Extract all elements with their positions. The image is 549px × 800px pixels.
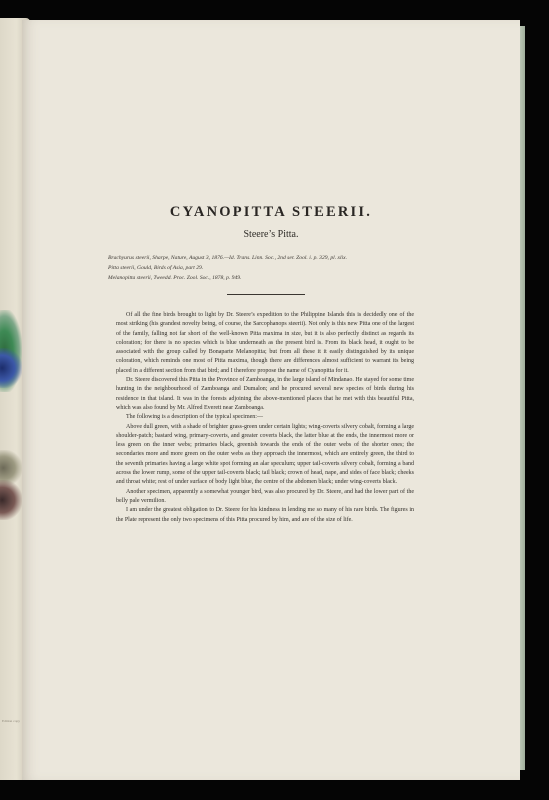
reference-line: Melanopitta steerii, Tweedd. Proc. Zool. Soc., 1878, p. 949. bbox=[108, 275, 242, 281]
paragraph: Dr. Steere discovered this Pitta in the Province of Zamboanga, in the large island of Mindanao. He stayed for some time hunting in the neighbourhood of Zamboanga and Dumalon; and he procured several new species of birds during his residence in that island. It was in the forests adjoining the above-mentioned places that he met with this beautiful Pitta, which was also found by Mr. Alfred Everett near Zamboanga. bbox=[116, 377, 414, 411]
synonymy-references bbox=[108, 253, 438, 283]
facing-plate-bird-blue bbox=[0, 348, 22, 388]
body-text bbox=[116, 311, 414, 525]
marginal-note: Edition copy bbox=[2, 719, 20, 723]
page-title: CYANOPITTA STEERII. bbox=[169, 204, 373, 220]
paragraph: I am under the greatest obligation to Dr. Steere for his kindness in lending me so many of his rare birds. The figures in the Plate represent the only two specimens of this Pitta procured by him, and are of the size of life. bbox=[116, 507, 414, 523]
paragraph: Another specimen, apparently a somewhat younger bird, was also procured by Dr. Steere, and had the lower part of the belly pale vermilion. bbox=[116, 488, 414, 504]
reference-line: Pitta steerii, Gould, Birds of Asia, part 29. bbox=[108, 265, 204, 271]
reference-line: Brachyurus steerii, Sharpe, Nature, August 3, 1876.—Id. Trans. Linn. Soc., 2nd ser. Zool. i. p. 329, pl. xlix. bbox=[108, 255, 347, 261]
page-subtitle: Steere’s Pitta. bbox=[243, 229, 299, 240]
paragraph: Of all the fine birds brought to light by Dr. Steere’s expedition to the Philippine Islands this is decidedly one of the most striking (his grandest novelty being, of course, the Sarcophanops steerii). Not only is this new Pitta one of the largest of the family, falling not far short of the well-known Pitta maxima in size, but it is also perfectly distinct as regards its coloration; for there is no species which is blue underneath as the present bird is. From its black head, it ought to be associated with the group called by Bonaparte Melanopitta; but from all these it it easily distinguished by its unique coloration, which reminds one most of Pitta maxima, though there are differences almost sufficient to warrant its being placed in a different section from that bird; and I therefore propose the name of Cyanopitta for it. bbox=[116, 312, 414, 374]
facing-plate-bird-dark bbox=[0, 480, 22, 520]
paragraph: Above dull green, with a shade of brighter grass-green under certain lights; wing-coverts silvery cobalt, forming a large shoulder-patch; bastard wing, primary-coverts, and greater coverts black, the latter blue at the ends, the innermost more or less green on the inner webs; primaries black, greenish towards the ends of the outer webs of the shorter ones; the secondaries more and more green on the outer webs as they approach the innermost, which are entirely green, the third to the seventh primaries having a large white spot forming an alar speculum; upper tail-coverts silvery cobalt, forming a band across the lower rump, some of the upper tail-coverts black; tail black; crown of head, nape, and sides of face black; cheeks and throat white; rest of under surface of body light blue, the centre of the abdomen black; under wing-coverts black. bbox=[116, 423, 414, 486]
paragraph: The following is a description of the typical specimen:— bbox=[126, 414, 263, 421]
section-divider bbox=[227, 294, 305, 295]
